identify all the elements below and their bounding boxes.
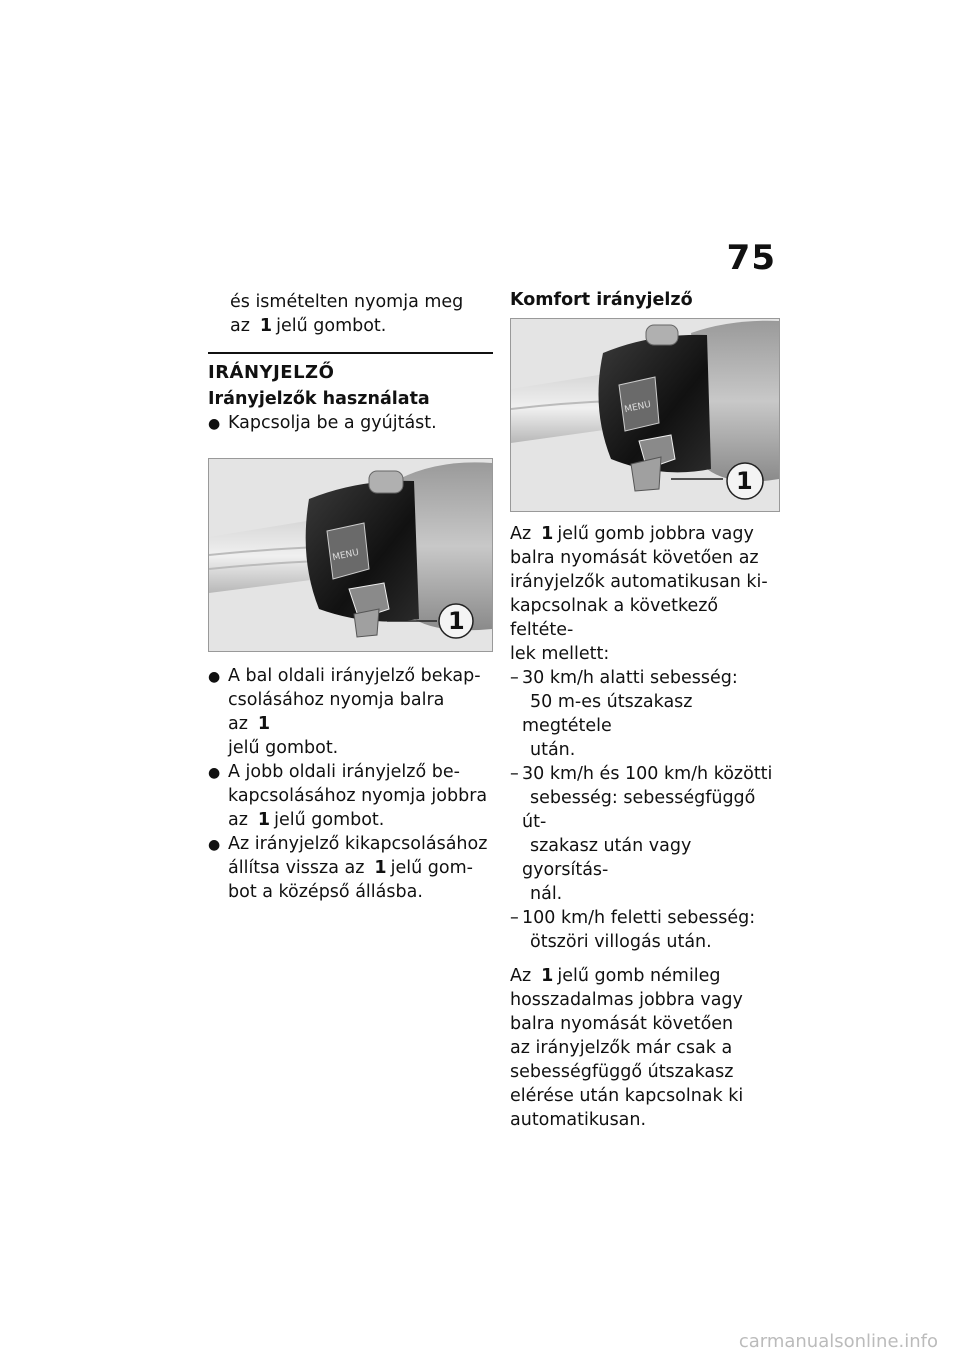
comfort-title: Komfort irányjelző [510, 290, 693, 310]
page-number: 75 [726, 238, 776, 278]
intro-line-1: és ismételten nyomja meg [230, 292, 464, 312]
dash-item [510, 906, 782, 954]
menu-label: MENU [331, 547, 360, 564]
dash-mark: – [510, 668, 519, 688]
figure-callout-1: 1 [736, 467, 753, 495]
left-column [208, 290, 493, 904]
dash-text: 30 km/h és 100 km/h közötti sebesség: sebességfüggő út- szakasz után vagy gyorsítás- nál. [522, 764, 773, 904]
dash-mark: – [510, 908, 519, 928]
ref-number: 1 [257, 714, 271, 734]
ref-number: 1 [374, 858, 387, 878]
bullet-item [208, 760, 493, 832]
ref-number: 1 [259, 316, 273, 336]
bullet-mark: ● [208, 765, 221, 781]
bullet-text: A bal oldali irányjelző bekap- csolásához nyomja balra az 1 jelű gombot. [228, 666, 481, 758]
ref-number: 1 [541, 524, 554, 544]
dash-text: 100 km/h feletti sebesség: ötszöri villogás után. [522, 908, 756, 952]
right-column [510, 290, 782, 1132]
section-title: IRÁNYJELZŐ [208, 362, 335, 383]
menu-label: MENU [623, 399, 652, 416]
bullet-text: Kapcsolja be a gyújtást. [228, 413, 437, 433]
bullet-item [208, 411, 493, 436]
bullet-mark: ● [208, 837, 221, 853]
intro-line-2-suffix: jelű gombot. [276, 316, 387, 336]
bullet-item [208, 832, 493, 904]
handlebar-switch-figure-right [510, 318, 780, 512]
figure-callout-1: 1 [448, 607, 465, 635]
dash-mark: – [510, 764, 519, 784]
bullet-text: A jobb oldali irányjelző be- kapcsolásához nyomja jobbra az 1 jelű gombot. [228, 762, 488, 830]
comfort-paragraph-1: Az 1 jelű gomb jobbra vagy balra nyomását követően az irányjelzők automatikusan ki- kapcsolnak a következő feltéte- lek mellett: [510, 524, 768, 664]
comfort-paragraph-2: Az 1 jelű gomb némileg hosszadalmas jobbra vagy balra nyomását követően az irányjelzők már csak a sebességfüggő útszakasz elérése után kapcsolnak ki automatikusan. [510, 966, 744, 1130]
ref-number: 1 [541, 966, 554, 986]
bullet-mark: ● [208, 416, 221, 432]
handlebar-switch-figure-left [208, 458, 493, 652]
bullet-text: Az irányjelző kikapcsolásához állítsa vissza az 1 jelű gom- bot a középső állásba. [228, 834, 488, 902]
dash-item [510, 666, 782, 762]
ref-number: 1 [257, 810, 271, 830]
intro-text [208, 290, 493, 338]
intro-line-2-prefix: az [230, 316, 250, 336]
bullet-item [208, 664, 493, 760]
dash-text: 30 km/h alatti sebesség: 50 m-es útszakasz megtétele után. [522, 668, 738, 760]
subsection-title: Irányjelzők használata [208, 389, 430, 409]
dash-item [510, 762, 782, 906]
bullet-mark: ● [208, 669, 221, 685]
section-divider [208, 352, 493, 354]
watermark: carmanualsonline.info [738, 1331, 938, 1352]
